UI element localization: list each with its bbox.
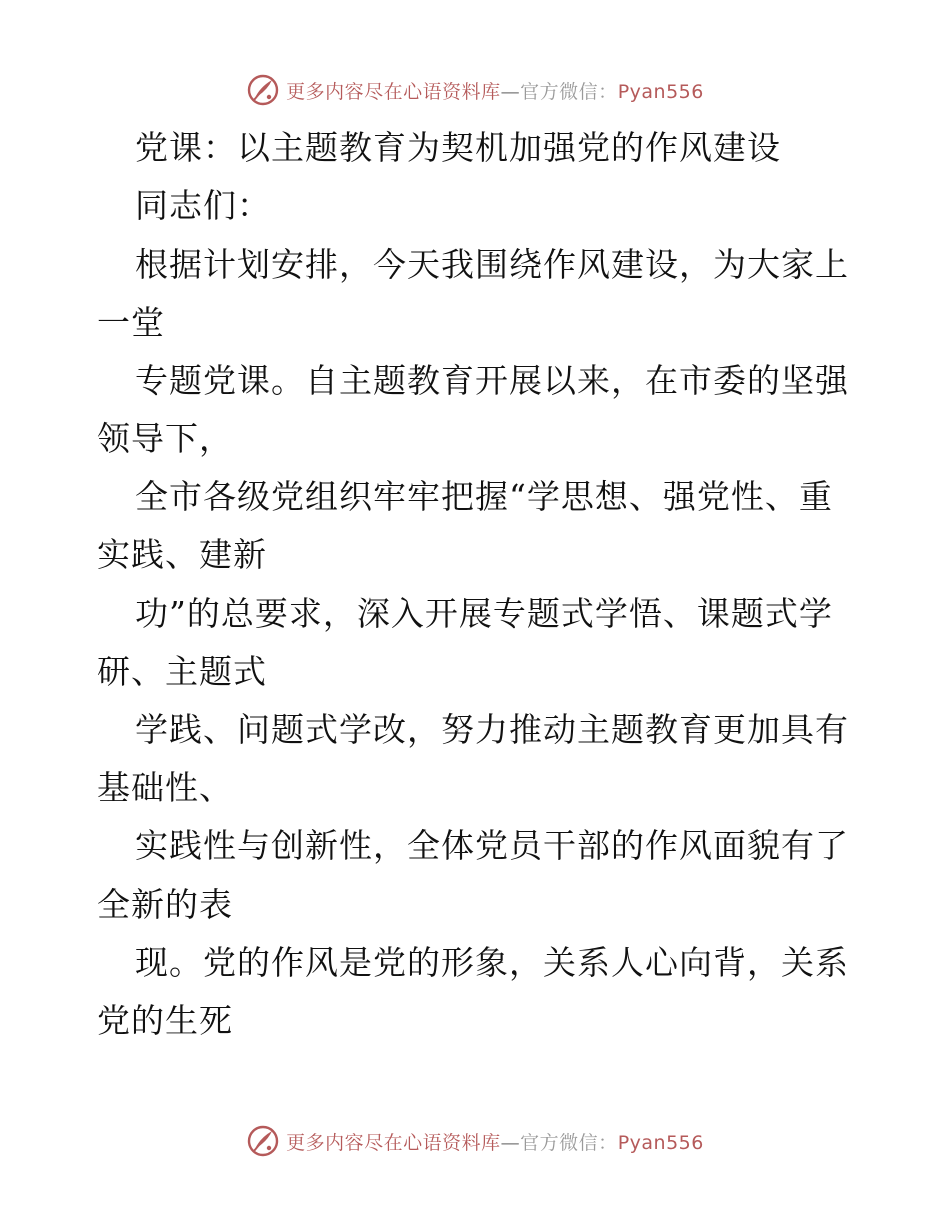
quill-logo-icon <box>246 1124 280 1158</box>
watermark-handle: Pyan556 <box>617 80 704 103</box>
watermark-official-label: 官方微信： <box>520 80 618 103</box>
watermark-text <box>286 77 704 104</box>
paragraph-line: 基础性、 <box>97 768 233 807</box>
paragraph-line: 专题党课。自主题教育开展以来，在市委的坚强 <box>135 361 849 400</box>
salutation: 同志们： <box>135 186 271 225</box>
watermark-separator: — <box>500 1131 521 1154</box>
paragraph-line: 全市各级党组织牢牢把握“学思想、强党性、重 <box>135 477 833 516</box>
paragraph-line: 领导下， <box>97 419 233 458</box>
document-title: 党课：以主题教育为契机加强党的作风建设 <box>135 128 781 167</box>
watermark-separator: — <box>500 80 521 103</box>
paragraph-line: 根据计划安排，今天我围绕作风建设，为大家上 <box>135 245 849 284</box>
watermark-brand: 更多内容尽在心语资料库 <box>286 80 501 103</box>
paragraph-line: 研、主题式 <box>97 652 267 691</box>
paragraph-line: 一堂 <box>97 303 165 342</box>
footer-watermark <box>0 1121 950 1161</box>
paragraph-line: 实践、建新 <box>97 535 267 574</box>
paragraph-line: 全新的表 <box>97 885 233 924</box>
header-watermark <box>0 70 950 110</box>
watermark-brand: 更多内容尽在心语资料库 <box>286 1131 501 1154</box>
paragraph-line: 现。党的作风是党的形象，关系人心向背，关系 <box>135 943 849 982</box>
paragraph-line: 实践性与创新性，全体党员干部的作风面貌有了 <box>135 826 849 865</box>
paragraph-line: 功”的总要求，深入开展专题式学悟、课题式学 <box>135 594 833 633</box>
paragraph-line: 党的生死 <box>97 1001 233 1040</box>
paragraph-line: 学践、问题式学改，努力推动主题教育更加具有 <box>135 710 849 749</box>
watermark-text <box>286 1128 704 1155</box>
quill-logo-icon <box>246 73 280 107</box>
watermark-handle: Pyan556 <box>617 1131 704 1154</box>
watermark-official-label: 官方微信： <box>520 1131 618 1154</box>
